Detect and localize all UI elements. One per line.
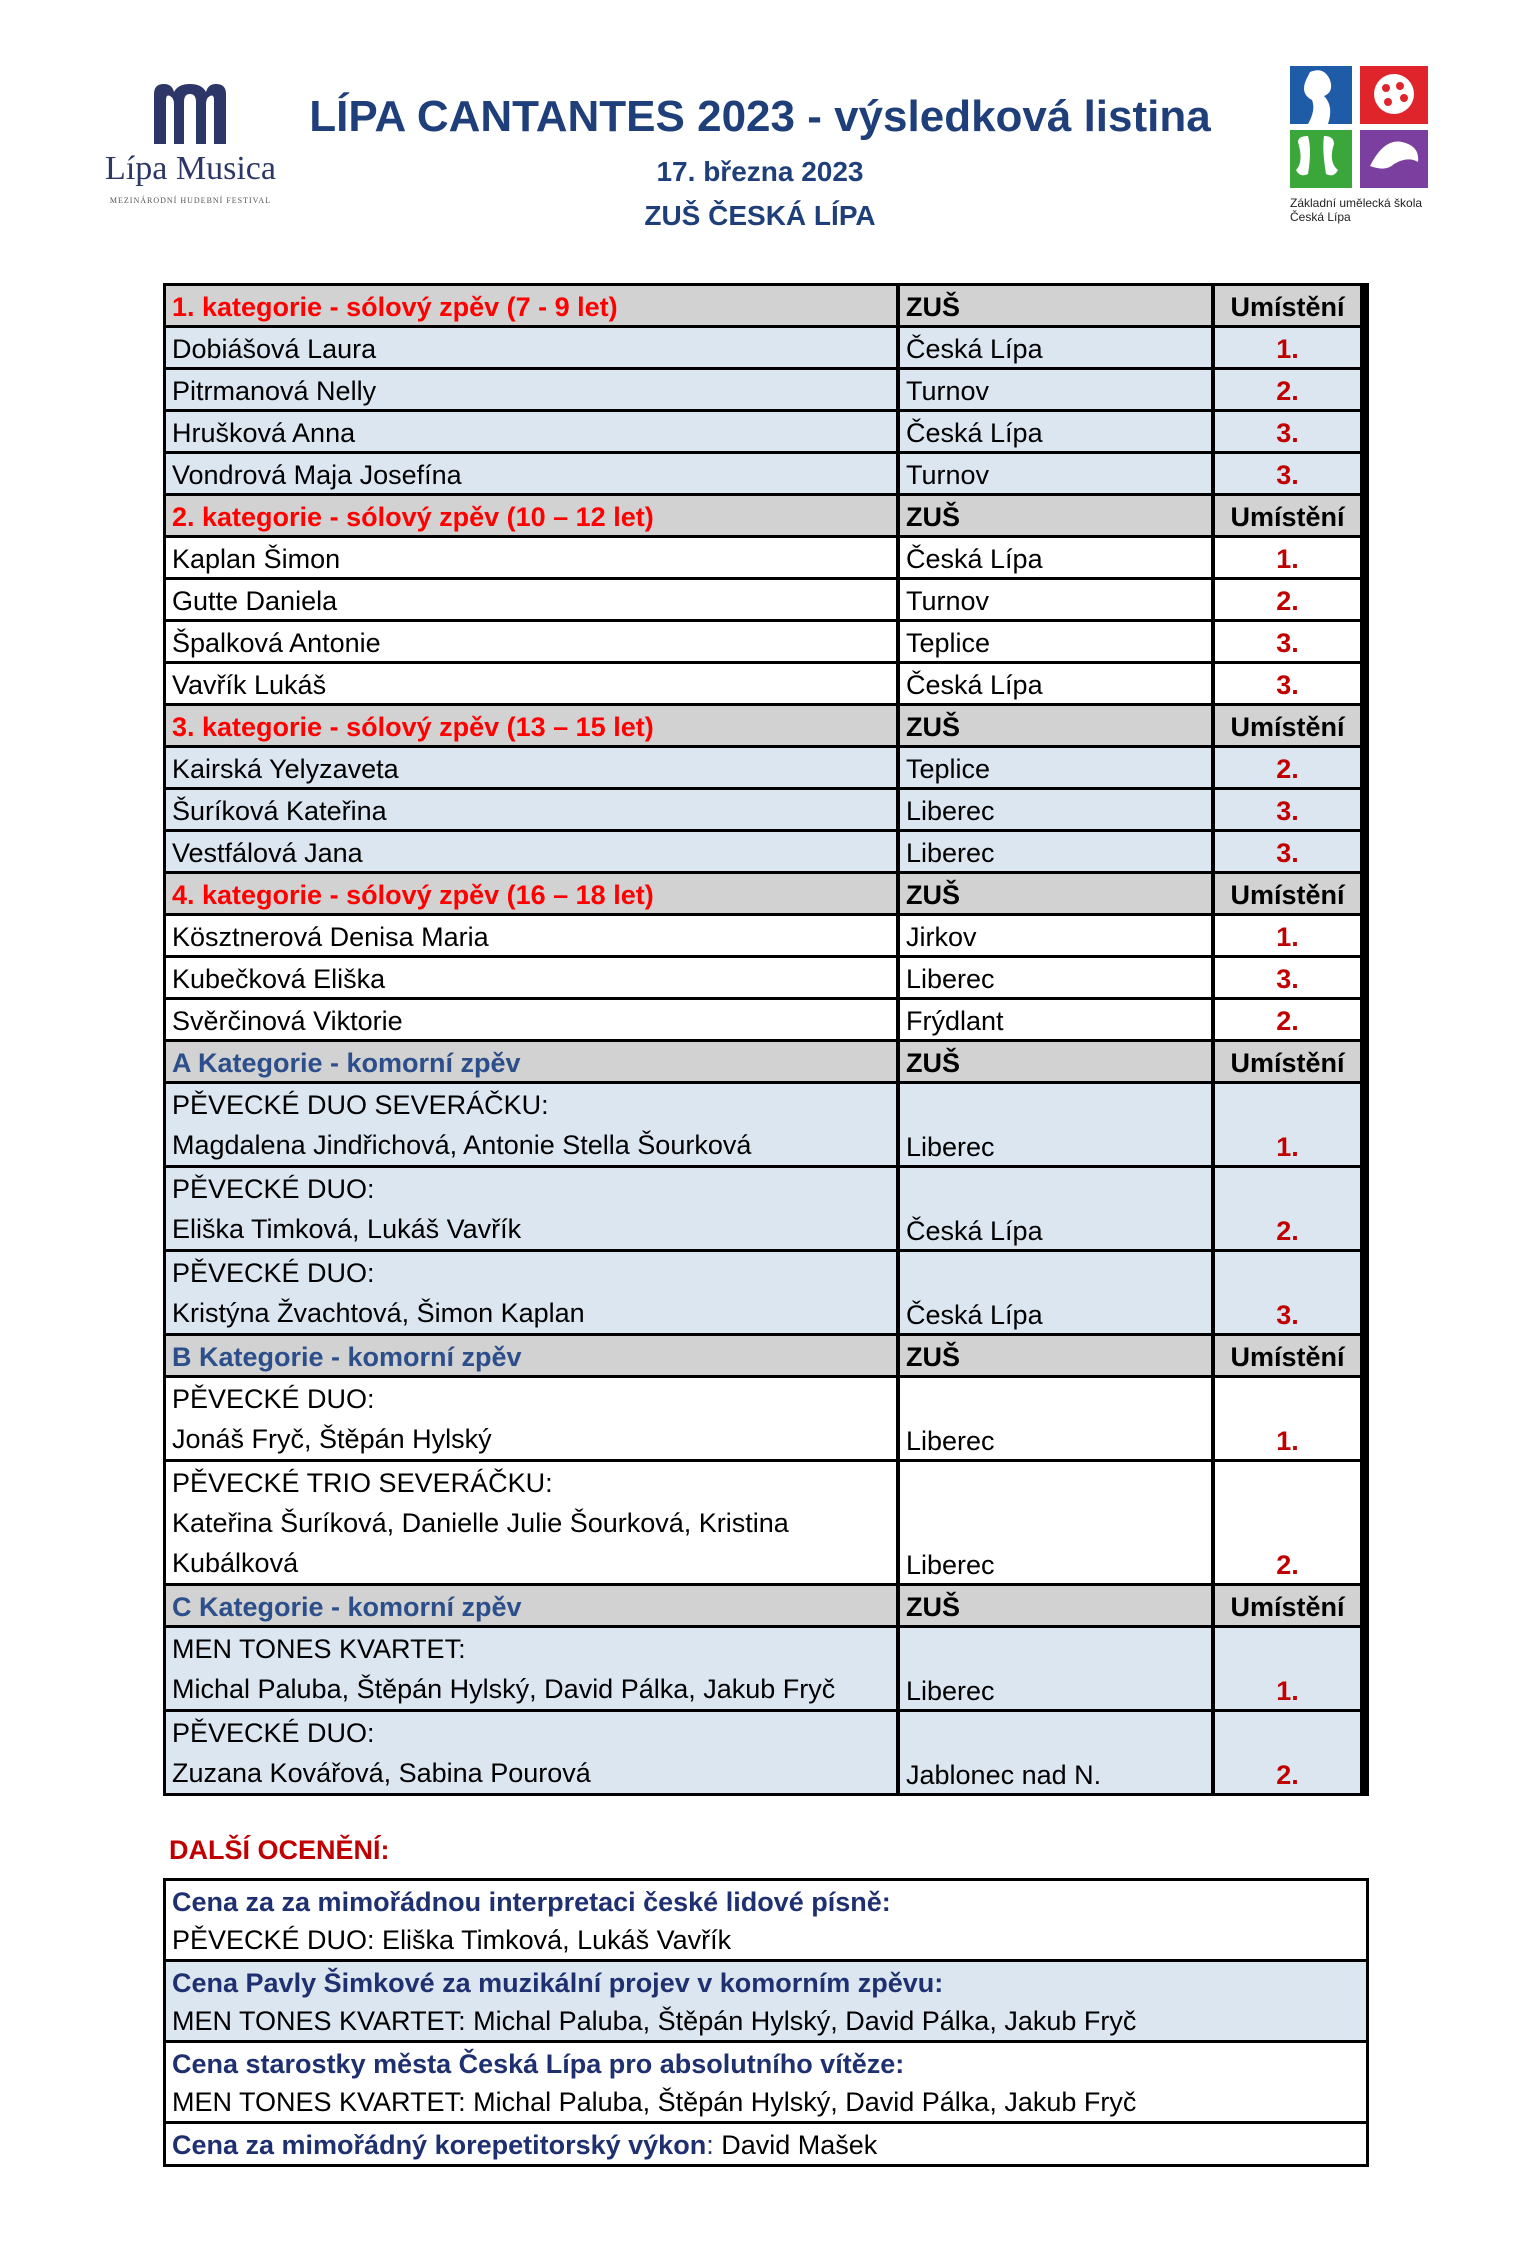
participant-rank: 3. bbox=[1215, 958, 1360, 997]
ensemble-members: Zuzana Kovářová, Sabina Pourová bbox=[172, 1758, 591, 1788]
participant-rank: 2. bbox=[1215, 370, 1360, 409]
table-row bbox=[166, 580, 1366, 622]
ensemble-members: Jonáš Fryč, Štěpán Hylský bbox=[172, 1424, 492, 1454]
participant-school: Teplice bbox=[900, 622, 1215, 661]
ensemble-name: PĚVECKÉ DUO: bbox=[172, 1384, 375, 1414]
category-title: C Kategorie - komorní zpěv bbox=[166, 1586, 900, 1625]
category-header-3 bbox=[166, 706, 1366, 748]
participant-rank: 1. bbox=[1215, 1628, 1360, 1709]
participant-school: Turnov bbox=[900, 580, 1215, 619]
participant-rank: 1. bbox=[1215, 1378, 1360, 1459]
participant-rank: 2. bbox=[1215, 580, 1360, 619]
participant-rank: 3. bbox=[1215, 622, 1360, 661]
column-rank: Umístění bbox=[1215, 286, 1360, 325]
column-school: ZUŠ bbox=[900, 1586, 1215, 1625]
participant-rank: 3. bbox=[1215, 664, 1360, 703]
award-winner: MEN TONES KVARTET: Michal Paluba, Štěpán Hylský, David Pálka, Jakub Fryč bbox=[172, 2087, 1137, 2117]
column-school: ZUŠ bbox=[900, 286, 1215, 325]
participant-rank: 1. bbox=[1215, 328, 1360, 367]
table-row bbox=[166, 916, 1366, 958]
category-header-a bbox=[166, 1042, 1366, 1084]
category-header-c bbox=[166, 1586, 1366, 1628]
award-title: Cena Pavly Šimkové za muzikální projev v komorním zpěvu: bbox=[172, 1968, 944, 1998]
award-colon: : bbox=[706, 2130, 714, 2160]
participant-name: Špalková Antonie bbox=[166, 622, 900, 661]
table-row bbox=[166, 832, 1366, 874]
table-row bbox=[166, 538, 1366, 580]
participant-school: Teplice bbox=[900, 748, 1215, 787]
category-header-b bbox=[166, 1336, 1366, 1378]
participant-school: Liberec bbox=[900, 1084, 1215, 1165]
participant-rank: 2. bbox=[1215, 1000, 1360, 1039]
participant-school: Liberec bbox=[900, 790, 1215, 829]
participant-rank: 3. bbox=[1215, 454, 1360, 493]
participant-rank: 3. bbox=[1215, 412, 1360, 451]
table-row bbox=[166, 328, 1366, 370]
logo-left-tagline: MEZINÁRODNÍ HUDEBNÍ FESTIVAL bbox=[109, 196, 272, 205]
column-school: ZUŠ bbox=[900, 1042, 1215, 1081]
table-row bbox=[166, 958, 1366, 1000]
ensemble-name: PĚVECKÉ TRIO SEVERÁČKU: bbox=[172, 1468, 553, 1498]
column-rank: Umístění bbox=[1215, 496, 1360, 535]
award-title: Cena za mimořádný korepetitorský výkon bbox=[172, 2130, 707, 2160]
participant-name: Kaplan Šimon bbox=[166, 538, 900, 577]
table-row bbox=[166, 790, 1366, 832]
participant-name: Kösztnerová Denisa Maria bbox=[166, 916, 900, 955]
table-row bbox=[166, 1378, 1366, 1462]
category-title: A Kategorie - komorní zpěv bbox=[166, 1042, 900, 1081]
participant-rank: 3. bbox=[1215, 1252, 1360, 1333]
ensemble-members: Eliška Timková, Lukáš Vavřík bbox=[172, 1214, 522, 1244]
event-date: 17. března 2023 bbox=[656, 156, 864, 187]
ensemble-name: PĚVECKÉ DUO: bbox=[172, 1718, 375, 1748]
award-winner: MEN TONES KVARTET: Michal Paluba, Štěpán Hylský, David Pálka, Jakub Fryč bbox=[172, 2006, 1137, 2036]
column-rank: Umístění bbox=[1215, 1336, 1360, 1375]
participant-name: Kubečková Eliška bbox=[166, 958, 900, 997]
column-school: ZUŠ bbox=[900, 874, 1215, 913]
zus-logo-caption bbox=[1290, 196, 1422, 224]
participant-rank: 2. bbox=[1215, 748, 1360, 787]
page-title: LÍPA CANTANTES 2023 - výsledková listina bbox=[309, 92, 1211, 141]
participant-school: Česká Lípa bbox=[900, 328, 1215, 367]
award-winner: PĚVECKÉ DUO: Eliška Timková, Lukáš Vavřík bbox=[172, 1925, 732, 1955]
ensemble-cell bbox=[166, 1252, 900, 1333]
participant-name: Svěrčinová Viktorie bbox=[166, 1000, 900, 1039]
participant-rank: 3. bbox=[1215, 790, 1360, 829]
participant-rank: 1. bbox=[1215, 1084, 1360, 1165]
zus-logo bbox=[1290, 66, 1450, 226]
awards-table bbox=[163, 1878, 1369, 2167]
participant-school: Frýdlant bbox=[900, 1000, 1215, 1039]
category-title: 3. kategorie - sólový zpěv (13 – 15 let) bbox=[166, 706, 900, 745]
table-row bbox=[166, 1168, 1366, 1252]
category-title: 4. kategorie - sólový zpěv (16 – 18 let) bbox=[166, 874, 900, 913]
ensemble-members: Kateřina Šuríková, Danielle Julie Šourková, Kristina bbox=[172, 1508, 789, 1538]
logo-left-name: Lípa Musica bbox=[105, 150, 276, 187]
category-header-1 bbox=[166, 286, 1366, 328]
award-item bbox=[166, 1962, 1366, 2043]
participant-school: Česká Lípa bbox=[900, 1168, 1215, 1249]
participant-name: Pitrmanová Nelly bbox=[166, 370, 900, 409]
table-row bbox=[166, 1628, 1366, 1712]
table-row bbox=[166, 1000, 1366, 1042]
category-title: 1. kategorie - sólový zpěv (7 - 9 let) bbox=[166, 286, 900, 325]
participant-rank: 2. bbox=[1215, 1462, 1360, 1583]
table-row bbox=[166, 1462, 1366, 1586]
ensemble-name: PĚVECKÉ DUO: bbox=[172, 1258, 375, 1288]
participant-school: Liberec bbox=[900, 958, 1215, 997]
table-row bbox=[166, 1252, 1366, 1336]
award-winner: David Mašek bbox=[713, 2130, 878, 2160]
table-row bbox=[166, 664, 1366, 706]
results-table bbox=[163, 283, 1369, 1796]
table-row bbox=[166, 370, 1366, 412]
participant-school: Česká Lípa bbox=[900, 538, 1215, 577]
ensemble-cell bbox=[166, 1378, 900, 1459]
participant-name: Kairská Yelyzaveta bbox=[166, 748, 900, 787]
awards-heading: DALŠÍ OCENĚNÍ: bbox=[169, 1835, 390, 1865]
participant-school: Liberec bbox=[900, 1462, 1215, 1583]
column-school: ZUŠ bbox=[900, 1336, 1215, 1375]
participant-name: Vavřík Lukáš bbox=[166, 664, 900, 703]
ensemble-members-cont: Kubálková bbox=[172, 1548, 299, 1578]
ensemble-members: Kristýna Žvachtová, Šimon Kaplan bbox=[172, 1298, 585, 1328]
participant-name: Hrušková Anna bbox=[166, 412, 900, 451]
ensemble-name: PĚVECKÉ DUO: bbox=[172, 1174, 375, 1204]
ensemble-name: MEN TONES KVARTET: bbox=[172, 1634, 466, 1664]
participant-name: Vondrová Maja Josefína bbox=[166, 454, 900, 493]
event-venue: ZUŠ ČESKÁ LÍPA bbox=[644, 200, 876, 231]
participant-name: Vestfálová Jana bbox=[166, 832, 900, 871]
participant-school: Česká Lípa bbox=[900, 412, 1215, 451]
participant-rank: 1. bbox=[1215, 916, 1360, 955]
column-rank: Umístění bbox=[1215, 874, 1360, 913]
ensemble-cell bbox=[166, 1168, 900, 1249]
participant-name: Dobiášová Laura bbox=[166, 328, 900, 367]
participant-school: Turnov bbox=[900, 370, 1215, 409]
table-row bbox=[166, 1712, 1366, 1793]
category-title: 2. kategorie - sólový zpěv (10 – 12 let) bbox=[166, 496, 900, 535]
zus-caption-line1: Základní umělecká škola bbox=[1290, 196, 1423, 210]
table-row bbox=[166, 748, 1366, 790]
column-school: ZUŠ bbox=[900, 496, 1215, 535]
award-item bbox=[166, 1881, 1366, 1962]
participant-school: Liberec bbox=[900, 1628, 1215, 1709]
category-header-4 bbox=[166, 874, 1366, 916]
award-item bbox=[166, 2124, 1366, 2164]
participant-school: Liberec bbox=[900, 832, 1215, 871]
category-header-2 bbox=[166, 496, 1366, 538]
participant-rank: 2. bbox=[1215, 1168, 1360, 1249]
ensemble-cell bbox=[166, 1084, 900, 1165]
column-rank: Umístění bbox=[1215, 706, 1360, 745]
lipa-musica-emblem-icon bbox=[150, 80, 230, 144]
ensemble-members: Michal Paluba, Štěpán Hylský, David Pálka, Jakub Fryč bbox=[172, 1674, 836, 1704]
participant-name: Gutte Daniela bbox=[166, 580, 900, 619]
participant-school: Česká Lípa bbox=[900, 664, 1215, 703]
table-row bbox=[166, 412, 1366, 454]
participant-school: Jirkov bbox=[900, 916, 1215, 955]
table-row bbox=[166, 622, 1366, 664]
table-row bbox=[166, 454, 1366, 496]
category-title: B Kategorie - komorní zpěv bbox=[166, 1336, 900, 1375]
award-item bbox=[166, 2043, 1366, 2124]
participant-school: Jablonec nad N. bbox=[900, 1712, 1215, 1793]
ensemble-cell bbox=[166, 1628, 900, 1709]
participant-name: Šuríková Kateřina bbox=[166, 790, 900, 829]
participant-rank: 2. bbox=[1215, 1712, 1360, 1793]
column-school: ZUŠ bbox=[900, 706, 1215, 745]
zus-arts-emblem-icon bbox=[1290, 66, 1430, 190]
ensemble-members: Magdalena Jindřichová, Antonie Stella Šourková bbox=[172, 1130, 752, 1160]
award-title: Cena starostky města Česká Lípa pro absolutního vítěze: bbox=[172, 2049, 905, 2079]
participant-school: Liberec bbox=[900, 1378, 1215, 1459]
participant-school: Česká Lípa bbox=[900, 1252, 1215, 1333]
award-title: Cena za za mimořádnou interpretaci české lidové písně: bbox=[172, 1887, 891, 1917]
column-rank: Umístění bbox=[1215, 1586, 1360, 1625]
ensemble-name: PĚVECKÉ DUO SEVERÁČKU: bbox=[172, 1090, 549, 1120]
participant-rank: 1. bbox=[1215, 538, 1360, 577]
column-rank: Umístění bbox=[1215, 1042, 1360, 1081]
ensemble-cell bbox=[166, 1712, 900, 1793]
ensemble-cell bbox=[166, 1462, 900, 1583]
participant-school: Turnov bbox=[900, 454, 1215, 493]
table-row bbox=[166, 1084, 1366, 1168]
zus-caption-line2: Česká Lípa bbox=[1290, 210, 1351, 224]
participant-rank: 3. bbox=[1215, 832, 1360, 871]
